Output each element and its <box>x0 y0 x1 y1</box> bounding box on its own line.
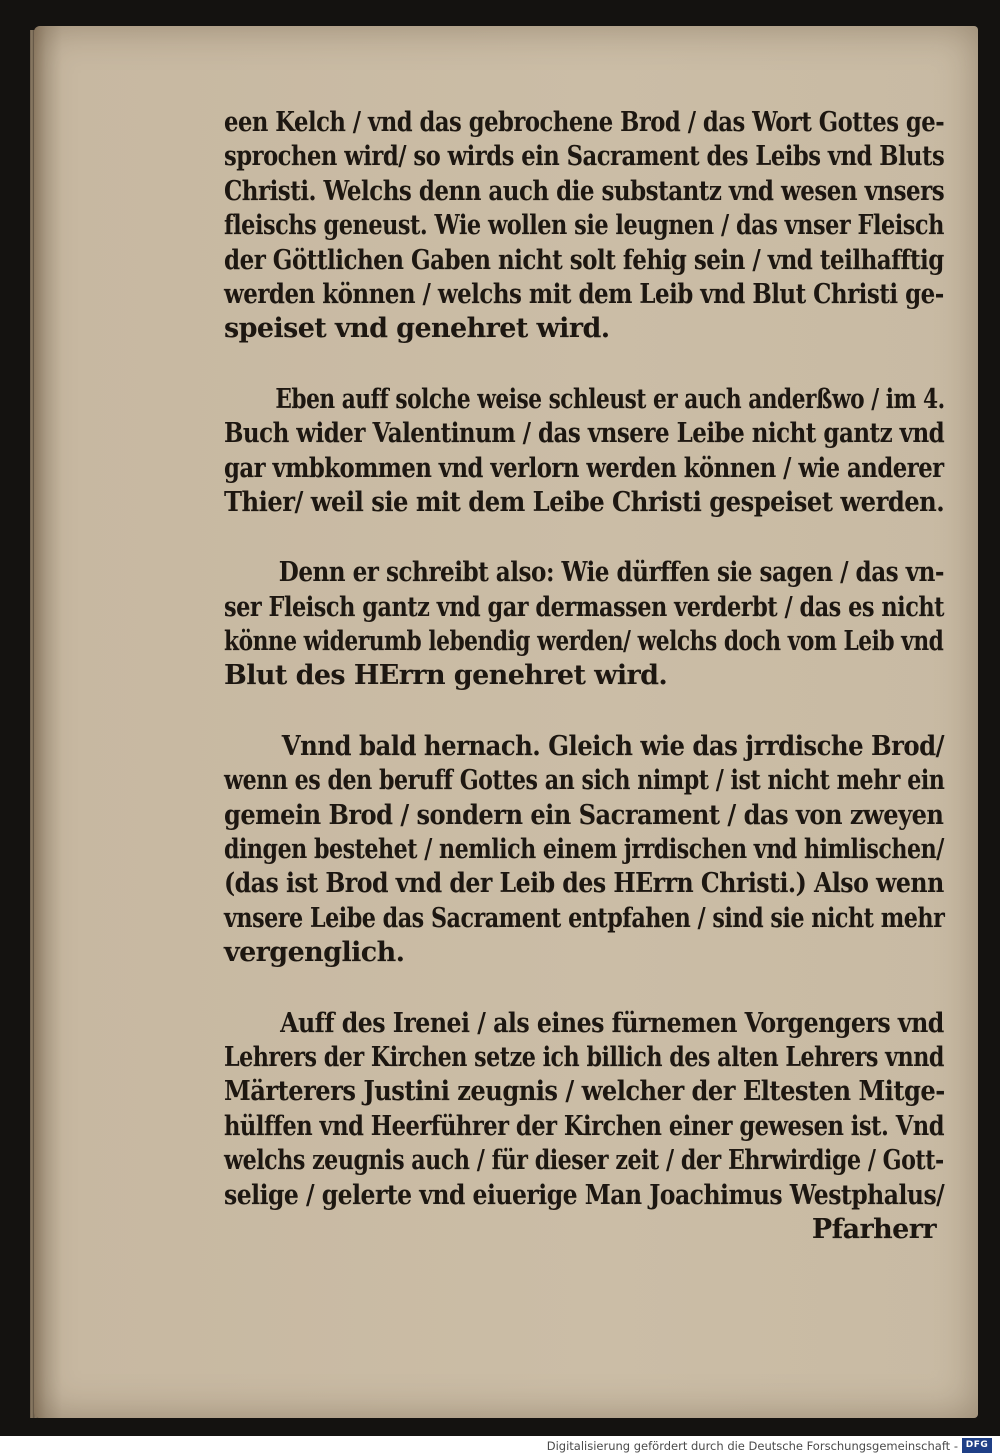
text-line: selige / gelerte vnd eiuerige Man Joachimus Westphalus/ <box>224 1179 945 1211</box>
paragraph-1 <box>224 106 944 347</box>
page-text <box>224 106 944 1247</box>
text-line: Lehrers der Kirchen setze ich billich des alten Lehrers vnnd <box>224 1041 944 1073</box>
text-line: ser Fleisch gantz vnd gar dermassen verderbt / das es nicht <box>224 591 945 623</box>
text-line: sprochen wird/ so wirds ein Sacrament des Leibs vnd Bluts <box>224 141 945 173</box>
text-line: dingen bestehet / nemlich einem jrrdischen vnd himlischen/ <box>224 834 944 866</box>
dfg-logo-icon: DFG <box>962 1438 992 1453</box>
digitization-footer <box>0 1436 1000 1456</box>
paragraph-5 <box>224 1007 944 1213</box>
text-line: Christi. Welchs denn auch die substantz vnd wesen vnsers <box>224 175 945 207</box>
text-line: Eben auff solche weise schleust er auch anderßwo / im 4. <box>275 383 945 415</box>
paragraph-gap <box>224 520 944 556</box>
paragraph-gap <box>224 347 944 383</box>
text-line: vnsere Leibe das Sacrament entpfahen / sind sie nicht mehr <box>224 902 945 934</box>
footer-credit-text: Digitalisierung gefördert durch die Deutsche Forschungsgemeinschaft - <box>546 1439 958 1453</box>
text-line: hülffen vnd Heerführer der Kirchen einer gewesen ist. Vnd <box>224 1110 944 1142</box>
text-line: Märterers Justini zeugnis / welcher der Eltesten Mitge- <box>224 1076 945 1108</box>
text-line: Blut des HErrn genehret wird. <box>224 660 668 692</box>
text-line: werden können / welchs mit dem Leib vnd Blut Christi ge- <box>224 278 944 310</box>
text-line: Thier/ weil sie mit dem Leibe Christi gespeiset werden. <box>224 486 945 518</box>
text-line: gemein Brod / sondern ein Sacrament / das von zweyen <box>224 799 944 831</box>
catchword: Pfarherr <box>811 1213 936 1245</box>
paragraph-4 <box>224 730 944 971</box>
text-line: gar vmbkommen vnd verlorn werden können / wie anderer <box>224 452 944 484</box>
text-line: (das ist Brod vnd der Leib des HErrn Christi.) Also wenn <box>224 868 944 900</box>
text-line: wenn es den beruff Gottes an sich nimpt / ist nicht mehr ein <box>224 765 945 797</box>
paragraph-gap <box>224 971 944 1007</box>
text-line: könne widerumb lebendig werden/ welchs doch vom Leib vnd <box>224 626 944 658</box>
paragraph-3 <box>224 556 944 694</box>
paragraph-gap <box>224 694 944 730</box>
text-line: welchs zeugnis auch / für dieser zeit / der Ehrwirdige / Gott- <box>224 1145 944 1177</box>
text-line: Vnnd bald hernach. Gleich wie das jrrdische Brod/ <box>281 730 944 762</box>
text-line: Buch wider Valentinum / das vnsere Leibe nicht gantz vnd <box>224 418 945 450</box>
text-line: speiset vnd genehret wird. <box>224 313 610 345</box>
text-line: der Göttlichen Gaben nicht solt fehig sein / vnd teilhafftig <box>224 244 944 276</box>
text-line: Auff des Irenei / als eines fürnemen Vorgengers vnd <box>280 1007 944 1039</box>
text-line: Denn er schreibt also: Wie dürffen sie sagen / das vn- <box>278 557 944 589</box>
text-line: vergenglich. <box>224 937 405 969</box>
paragraph-2 <box>224 383 944 521</box>
text-line: fleischs geneust. Wie wollen sie leugnen / das vnser Fleisch <box>224 210 944 242</box>
text-line: een Kelch / vnd das gebrochene Brod / das Wort Gottes ge- <box>224 107 945 138</box>
